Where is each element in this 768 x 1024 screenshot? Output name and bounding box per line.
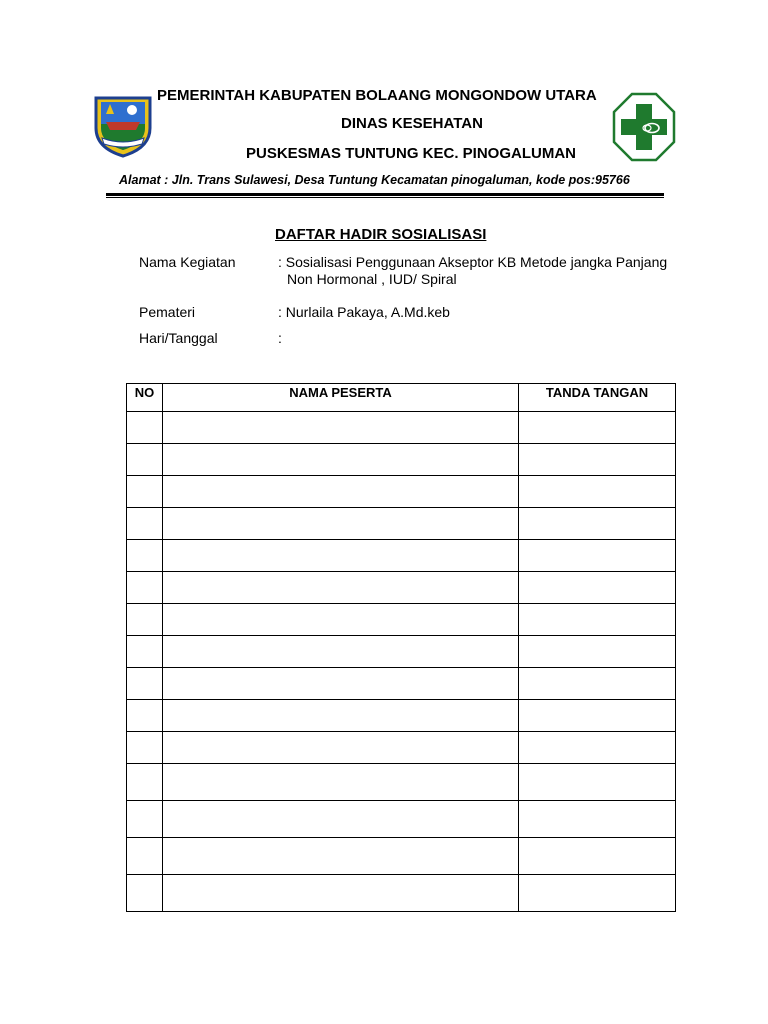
cell-no xyxy=(127,636,163,668)
cell-tanda-tangan xyxy=(519,444,676,476)
table-row xyxy=(127,875,676,912)
field-value-pemateri: : Nurlaila Pakaya, A.Md.keb xyxy=(278,304,450,320)
cell-nama-peserta xyxy=(163,572,519,604)
cell-no xyxy=(127,604,163,636)
cell-nama-peserta xyxy=(163,508,519,540)
table-row xyxy=(127,508,676,540)
regency-coat-of-arms-logo xyxy=(92,92,154,158)
cell-no xyxy=(127,764,163,801)
header-government-line: PEMERINTAH KABUPATEN BOLAANG MONGONDOW UTARA xyxy=(157,87,597,104)
cell-no xyxy=(127,540,163,572)
table-row xyxy=(127,801,676,838)
cell-no xyxy=(127,668,163,700)
header-puskesmas-line: PUSKESMAS TUNTUNG KEC. PINOGALUMAN xyxy=(246,145,577,162)
cell-tanda-tangan xyxy=(519,764,676,801)
cell-nama-peserta xyxy=(163,540,519,572)
field-label-hari-tanggal: Hari/Tanggal xyxy=(139,330,218,346)
cell-tanda-tangan xyxy=(519,604,676,636)
cell-no xyxy=(127,572,163,604)
cell-tanda-tangan xyxy=(519,700,676,732)
document-title: DAFTAR HADIR SOSIALISASI xyxy=(275,226,487,243)
cell-no xyxy=(127,444,163,476)
cell-no xyxy=(127,412,163,444)
puskesmas-cross-logo xyxy=(612,92,676,162)
cell-nama-peserta xyxy=(163,875,519,912)
table-row xyxy=(127,572,676,604)
column-header-tanda-tangan: TANDA TANGAN xyxy=(519,384,676,412)
table-row xyxy=(127,412,676,444)
cell-nama-peserta xyxy=(163,636,519,668)
cell-no xyxy=(127,875,163,912)
header-divider-thin xyxy=(106,197,664,198)
header-address: Alamat : Jln. Trans Sulawesi, Desa Tuntung Kecamatan pinogaluman, kode pos:95766 xyxy=(119,173,630,187)
cell-no xyxy=(127,700,163,732)
cell-tanda-tangan xyxy=(519,476,676,508)
cell-tanda-tangan xyxy=(519,668,676,700)
cell-nama-peserta xyxy=(163,444,519,476)
cell-nama-peserta xyxy=(163,476,519,508)
cell-tanda-tangan xyxy=(519,508,676,540)
field-value-nama-kegiatan: : Sosialisasi Penggunaan Akseptor KB Metode jangka Panjang Non Hormonal , IUD/ Spiral xyxy=(278,254,668,287)
cell-tanda-tangan xyxy=(519,838,676,875)
field-value-hari-tanggal: : xyxy=(278,330,282,346)
table-row xyxy=(127,732,676,764)
table-row xyxy=(127,668,676,700)
cell-tanda-tangan xyxy=(519,540,676,572)
cell-no xyxy=(127,476,163,508)
table-row xyxy=(127,700,676,732)
attendance-table xyxy=(126,383,676,912)
cell-nama-peserta xyxy=(163,838,519,875)
cell-tanda-tangan xyxy=(519,875,676,912)
cell-tanda-tangan xyxy=(519,636,676,668)
table-row xyxy=(127,444,676,476)
column-header-no: NO xyxy=(127,384,163,412)
cell-tanda-tangan xyxy=(519,572,676,604)
cell-nama-peserta xyxy=(163,604,519,636)
table-header-row xyxy=(127,384,676,412)
column-header-nama-peserta: NAMA PESERTA xyxy=(163,384,519,412)
cell-no xyxy=(127,508,163,540)
cell-nama-peserta xyxy=(163,732,519,764)
cell-nama-peserta xyxy=(163,764,519,801)
attendance-table-body xyxy=(127,412,676,912)
cell-no xyxy=(127,732,163,764)
cell-tanda-tangan xyxy=(519,412,676,444)
cell-nama-peserta xyxy=(163,668,519,700)
table-row xyxy=(127,604,676,636)
cell-tanda-tangan xyxy=(519,801,676,838)
table-row xyxy=(127,540,676,572)
table-row xyxy=(127,476,676,508)
cell-nama-peserta xyxy=(163,801,519,838)
cell-nama-peserta xyxy=(163,412,519,444)
cell-no xyxy=(127,838,163,875)
cell-tanda-tangan xyxy=(519,732,676,764)
field-label-pemateri: Pemateri xyxy=(139,304,196,320)
table-row xyxy=(127,764,676,801)
cell-no xyxy=(127,801,163,838)
table-row xyxy=(127,838,676,875)
table-row xyxy=(127,636,676,668)
header-divider-thick xyxy=(106,193,664,196)
field-label-nama-kegiatan: Nama Kegiatan xyxy=(139,254,236,270)
header-department-line: DINAS KESEHATAN xyxy=(341,115,483,132)
cell-nama-peserta xyxy=(163,700,519,732)
